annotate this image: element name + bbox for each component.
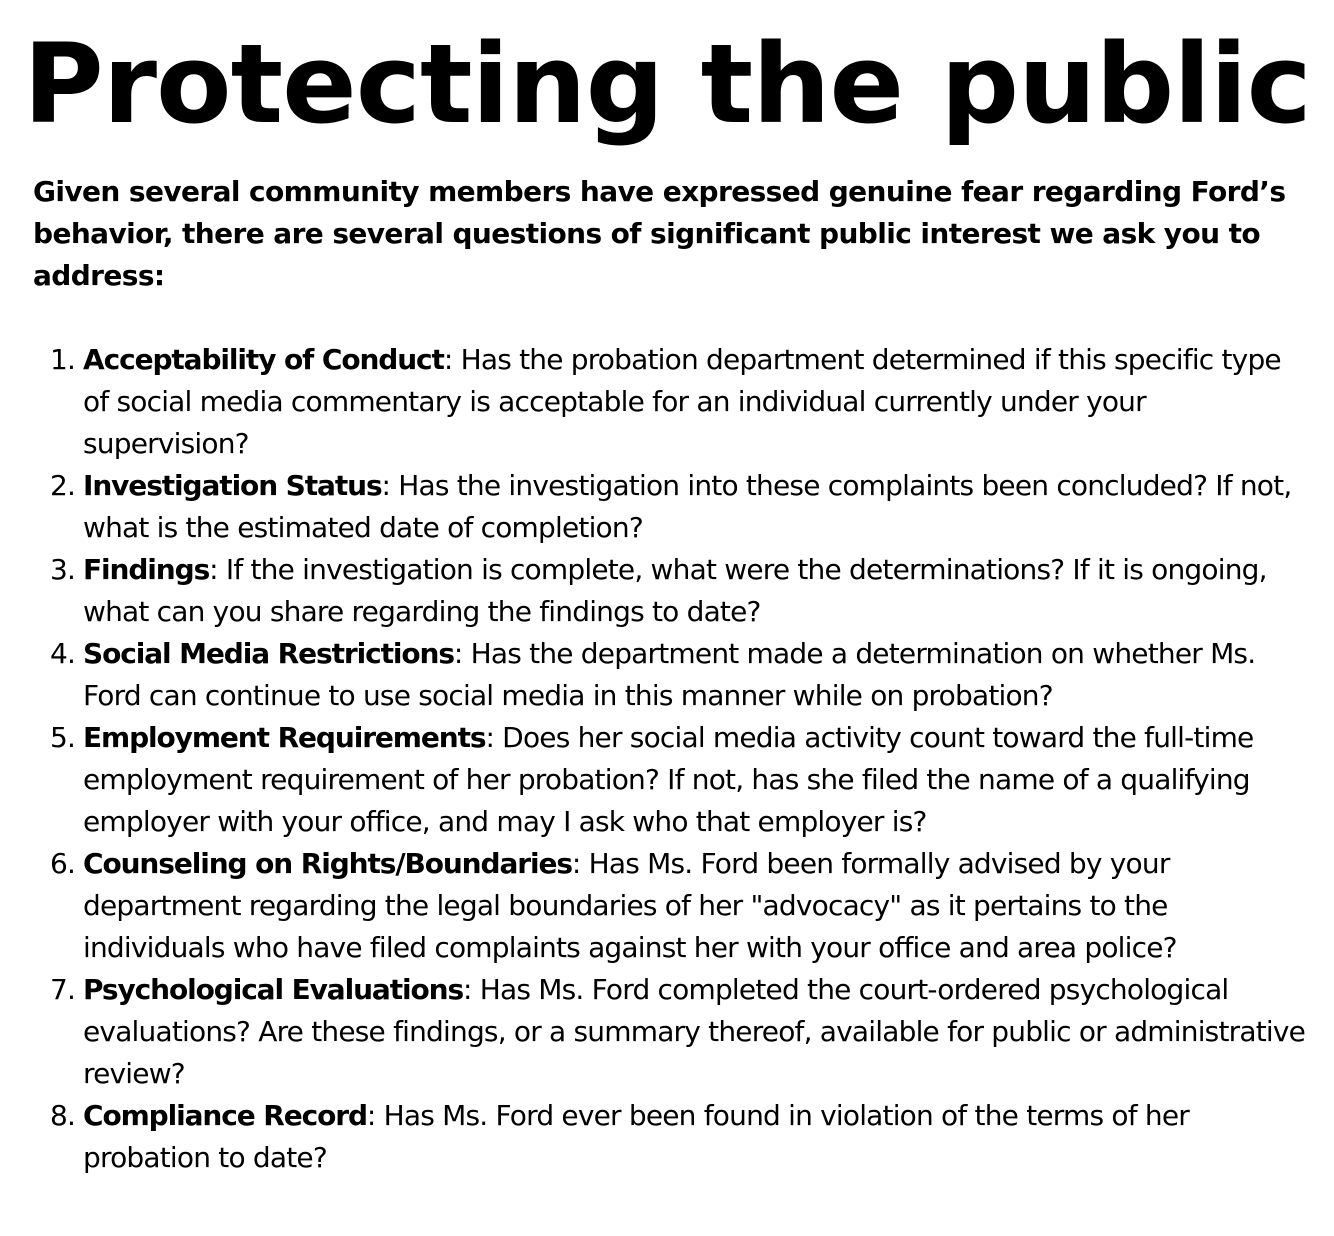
- question-text: : Does her social media activity count toward the full-time employment requirement of her probation? If not, has she filed the name of a qualifying employer with your office, and may I ask who that employer is?: [83, 721, 1254, 838]
- question-item: [0, 717, 1314, 843]
- question-term: Employment Requirements: [83, 721, 486, 754]
- question-text: : Has Ms. Ford completed the court-ordered psychological evaluations? Are these findings, or a summary thereof, available for public or administrative review?: [83, 973, 1306, 1090]
- question-term: Psychological Evaluations: [83, 973, 464, 1006]
- question-term: Social Media Restrictions: [83, 637, 454, 670]
- question-item: [0, 1095, 1314, 1179]
- question-item: [0, 465, 1314, 549]
- question-number: 7.: [50, 973, 76, 1006]
- questions-list: [0, 339, 1334, 1179]
- question-item: [0, 549, 1314, 633]
- question-term: Findings: [83, 553, 210, 586]
- question-term: Compliance Record: [83, 1099, 367, 1132]
- question-item: [0, 843, 1314, 969]
- question-item: [0, 339, 1314, 465]
- question-item: [0, 633, 1314, 717]
- question-text: : Has Ms. Ford ever been found in violation of the terms of her probation to date?: [83, 1099, 1189, 1174]
- question-text: : Has Ms. Ford been formally advised by your department regarding the legal boundaries of her "advocacy" as it pertains to the individuals who have filed complaints against her with your office and area police?: [83, 847, 1177, 964]
- intro-paragraph: Given several community members have expressed genuine fear regarding Ford’s behavior, there are several questions of significant public interest we ask you to address:: [33, 175, 1286, 292]
- question-text: : Has the department made a determination on whether Ms. Ford can continue to use social media in this manner while on probation?: [83, 637, 1256, 712]
- question-text: : Has the investigation into these complaints been concluded? If not, what is the estimated date of completion?: [83, 469, 1292, 544]
- question-number: 5.: [50, 721, 76, 754]
- question-number: 3.: [50, 553, 76, 586]
- page-title: Protecting the public: [23, 20, 1311, 148]
- question-term: Acceptability of Conduct: [83, 343, 444, 376]
- question-number: 4.: [50, 637, 76, 670]
- question-number: 6.: [50, 847, 76, 880]
- question-term: Counseling on Rights/Boundaries: [83, 847, 572, 880]
- question-number: 8.: [50, 1099, 76, 1132]
- question-number: 1.: [50, 343, 76, 376]
- question-item: [0, 969, 1314, 1095]
- question-term: Investigation Status: [83, 469, 382, 502]
- question-text: : If the investigation is complete, what were the determinations? If it is ongoing, what can you share regarding the findings to date?: [83, 553, 1267, 628]
- question-number: 2.: [50, 469, 76, 502]
- question-text: : Has the probation department determined if this specific type of social media commentary is acceptable for an individual currently under your supervision?: [83, 343, 1281, 460]
